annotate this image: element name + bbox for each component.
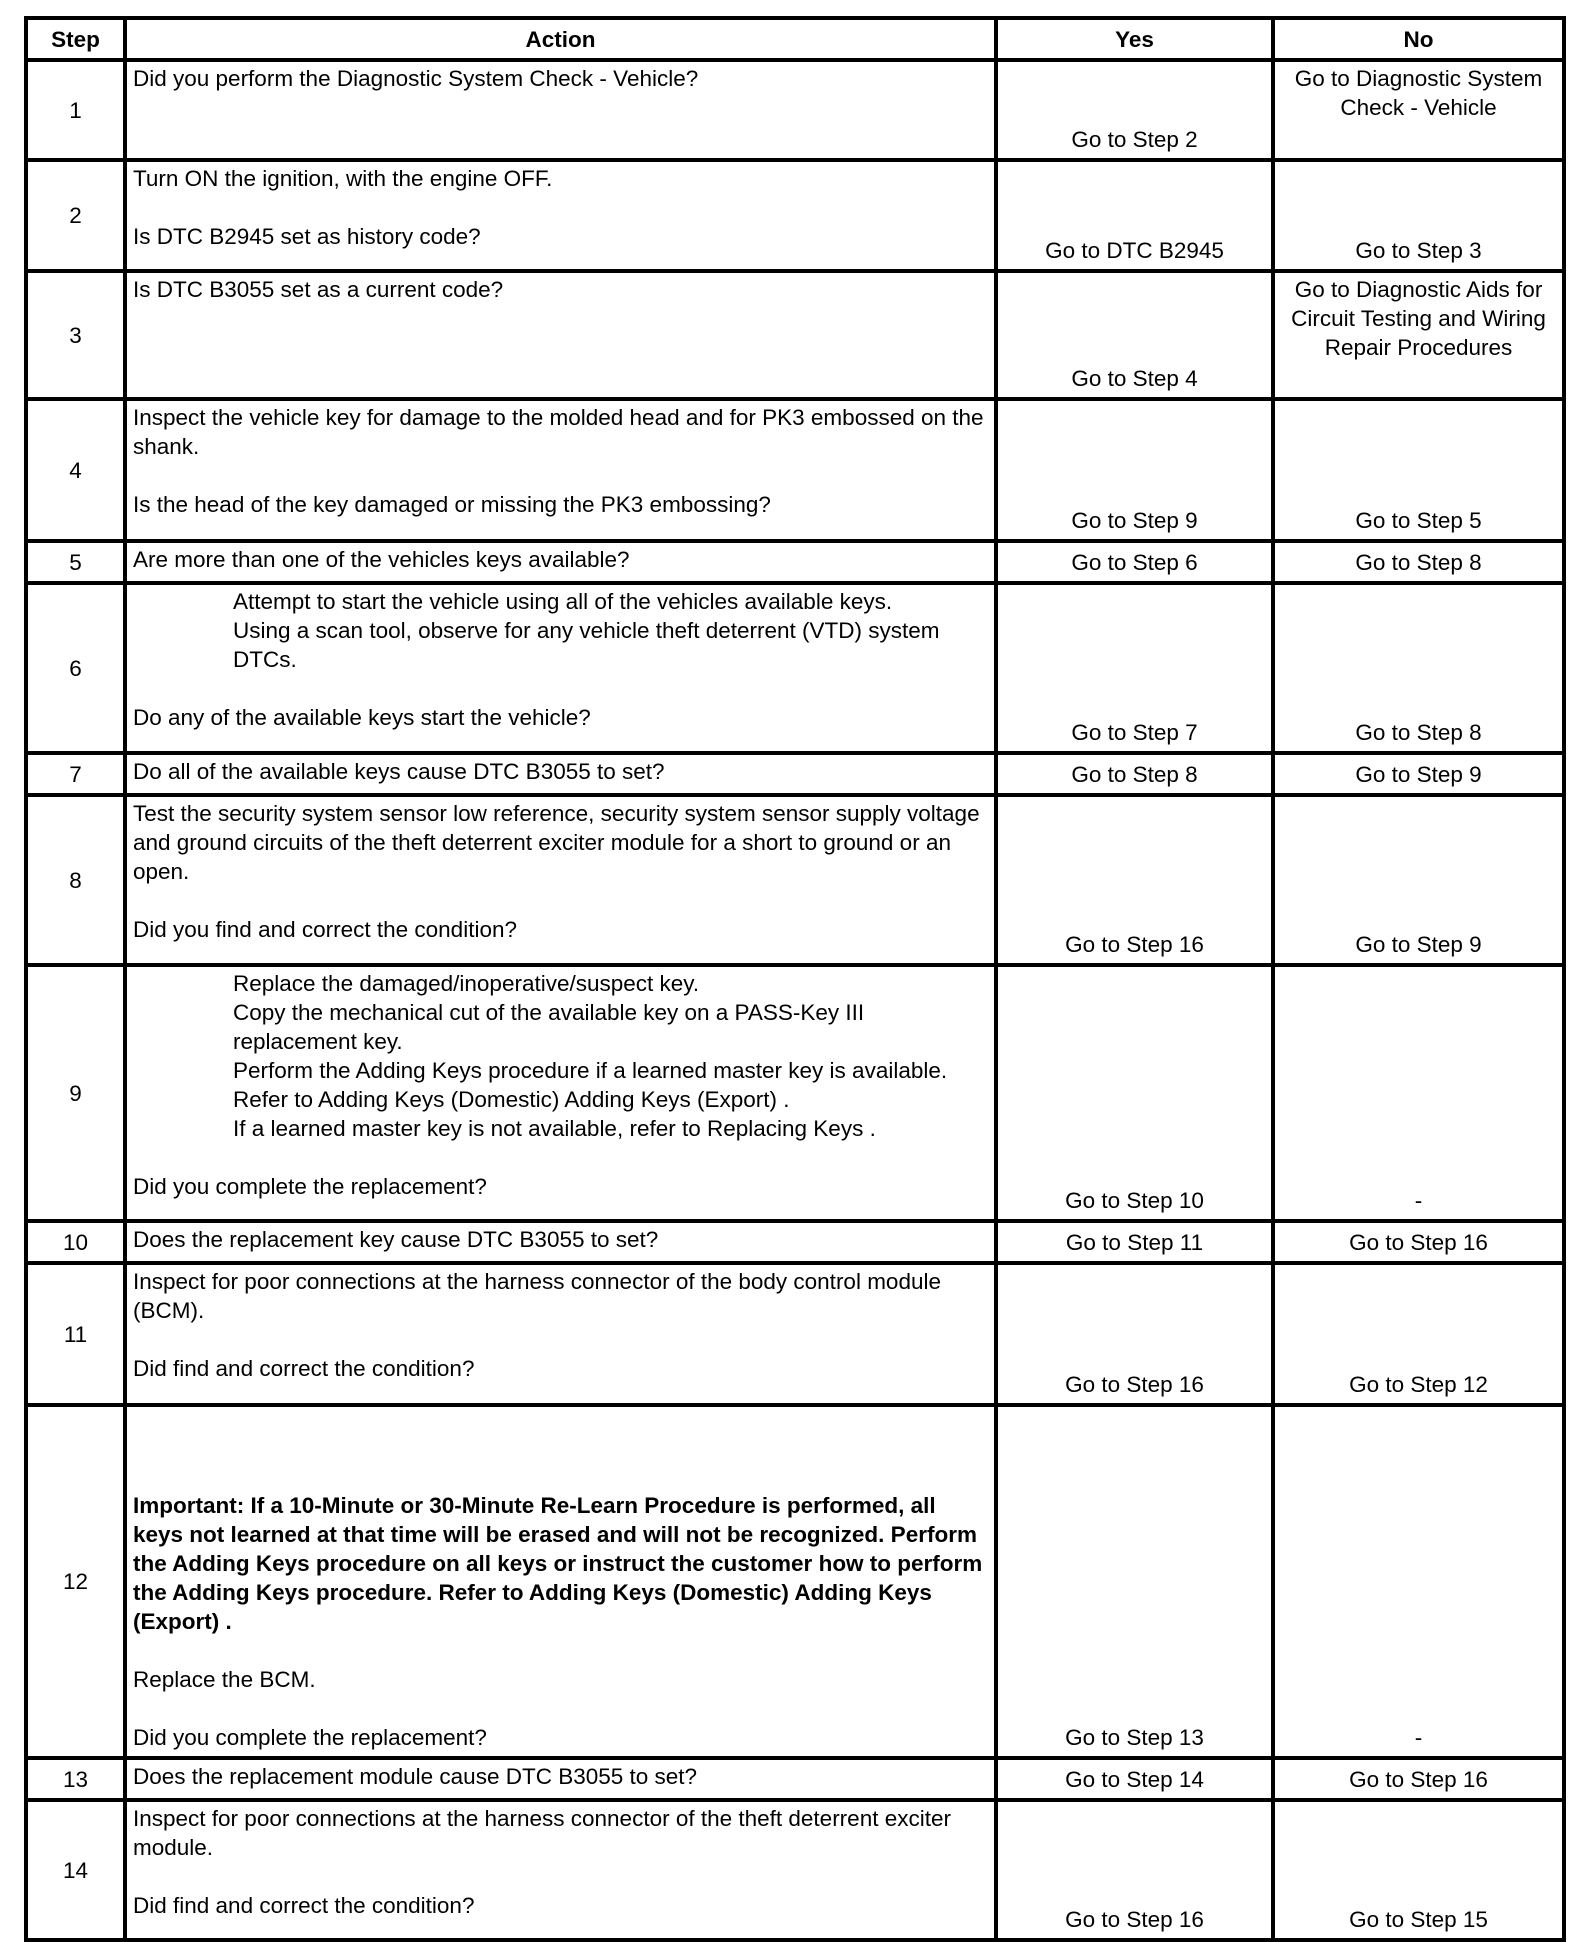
header-action: Action (125, 18, 996, 60)
action-question: Did you complete the replacement? (133, 1174, 487, 1199)
no-cell: Go to Step 12 (1273, 1263, 1564, 1405)
no-cell: Go to Step 8 (1273, 583, 1564, 753)
step-number: 12 (26, 1405, 125, 1758)
table-row (26, 1800, 1564, 1940)
action-list-item: Perform the Adding Keys procedure if a learned master key is available. Refer to Adding Keys (Domestic) Adding Keys (Export) . (233, 1058, 948, 1112)
table-row (26, 541, 1564, 583)
action-text: Replace the BCM. (133, 1667, 316, 1692)
action-cell (125, 1221, 996, 1263)
step-number: 14 (26, 1800, 125, 1940)
yes-cell: Go to Step 4 (996, 271, 1273, 399)
yes-cell: Go to Step 16 (996, 1263, 1273, 1405)
step-number: 4 (26, 399, 125, 541)
no-cell: Go to Diagnostic System Check - Vehicle (1273, 60, 1564, 160)
header-step: Step (26, 18, 125, 60)
action-question: Did find and correct the condition? (133, 1356, 475, 1381)
action-cell (125, 1263, 996, 1405)
no-cell: - (1273, 1405, 1564, 1758)
action-cell (125, 753, 996, 795)
table-row (26, 399, 1564, 541)
no-cell: Go to Diagnostic Aids for Circuit Testing and Wiring Repair Procedures (1273, 271, 1564, 399)
yes-cell: Go to Step 16 (996, 1800, 1273, 1940)
no-cell: Go to Step 15 (1273, 1800, 1564, 1940)
action-text: Inspect for poor connections at the harness connector of the theft deterrent exciter module. (133, 1806, 951, 1860)
action-question: Did find and correct the condition? (133, 1893, 475, 1918)
action-cell (125, 1800, 996, 1940)
action-text: Did you perform the Diagnostic System Check - Vehicle? (133, 66, 699, 91)
yes-cell: Go to Step 14 (996, 1758, 1273, 1800)
table-row (26, 965, 1564, 1221)
action-text: Is DTC B3055 set as a current code? (133, 277, 504, 302)
no-cell: Go to Step 16 (1273, 1758, 1564, 1800)
table-row (26, 160, 1564, 271)
action-text: Are more than one of the vehicles keys available? (133, 547, 630, 572)
action-cell (125, 60, 996, 160)
yes-cell: Go to Step 11 (996, 1221, 1273, 1263)
yes-cell: Go to Step 7 (996, 583, 1273, 753)
step-number: 13 (26, 1758, 125, 1800)
action-text: Does the replacement module cause DTC B3055 to set? (133, 1764, 698, 1789)
action-text: Does the replacement key cause DTC B3055 to set? (133, 1227, 659, 1252)
action-cell (125, 965, 996, 1221)
action-cell (125, 271, 996, 399)
header-yes: Yes (996, 18, 1273, 60)
step-number: 8 (26, 795, 125, 965)
step-number: 11 (26, 1263, 125, 1405)
important-note: Important: If a 10-Minute or 30-Minute Re-Learn Procedure is performed, all keys not learned at that time will be erased and will not be recognized. Perform the Adding Keys procedure on all keys or instruct the customer how to perform the Adding Keys procedure. Refer to Adding Keys (Domestic) Adding Keys (Export) . (133, 1493, 983, 1634)
diagnostic-table (24, 16, 1566, 1942)
table-row (26, 60, 1564, 160)
action-list-item: If a learned master key is not available, refer to Replacing Keys . (233, 1116, 876, 1141)
action-question: Is DTC B2945 set as history code? (133, 224, 481, 249)
yes-cell: Go to Step 10 (996, 965, 1273, 1221)
yes-cell: Go to Step 2 (996, 60, 1273, 160)
action-cell (125, 795, 996, 965)
yes-cell: Go to Step 6 (996, 541, 1273, 583)
action-list-item: Attempt to start the vehicle using all of the vehicles available keys. (233, 589, 893, 614)
table-row (26, 1405, 1564, 1758)
action-text: Inspect the vehicle key for damage to the molded head and for PK3 embossed on the shank. (133, 405, 984, 459)
step-number: 10 (26, 1221, 125, 1263)
action-cell (125, 399, 996, 541)
table-row (26, 753, 1564, 795)
table-row (26, 583, 1564, 753)
step-number: 3 (26, 271, 125, 399)
step-number: 7 (26, 753, 125, 795)
yes-cell: Go to Step 13 (996, 1405, 1273, 1758)
yes-cell: Go to Step 16 (996, 795, 1273, 965)
action-cell (125, 1758, 996, 1800)
step-number: 6 (26, 583, 125, 753)
action-list-item: Replace the damaged/inoperative/suspect key. (233, 971, 700, 996)
action-text: Do all of the available keys cause DTC B3055 to set? (133, 759, 665, 784)
step-number: 9 (26, 965, 125, 1221)
action-question: Do any of the available keys start the vehicle? (133, 705, 591, 730)
no-cell: Go to Step 8 (1273, 541, 1564, 583)
table-row (26, 1758, 1564, 1800)
table-row (26, 795, 1564, 965)
action-cell (125, 583, 996, 753)
no-cell: Go to Step 9 (1273, 753, 1564, 795)
no-cell: Go to Step 3 (1273, 160, 1564, 271)
yes-cell: Go to Step 9 (996, 399, 1273, 541)
action-text: Inspect for poor connections at the harness connector of the body control module (BCM). (133, 1269, 941, 1323)
no-cell: Go to Step 9 (1273, 795, 1564, 965)
no-cell: - (1273, 965, 1564, 1221)
action-text: Turn ON the ignition, with the engine OFF. (133, 166, 553, 191)
action-cell (125, 160, 996, 271)
step-number: 2 (26, 160, 125, 271)
action-question: Did you find and correct the condition? (133, 917, 517, 942)
action-text: Test the security system sensor low reference, security system sensor supply voltage and ground circuits of the theft deterrent exciter module for a short to ground or an open. (133, 801, 980, 884)
yes-cell: Go to Step 8 (996, 753, 1273, 795)
header-row (26, 18, 1564, 60)
step-number: 5 (26, 541, 125, 583)
table-row (26, 271, 1564, 399)
no-cell: Go to Step 16 (1273, 1221, 1564, 1263)
header-no: No (1273, 18, 1564, 60)
action-cell (125, 1405, 996, 1758)
action-question: Did you complete the replacement? (133, 1725, 487, 1750)
action-list-item: Using a scan tool, observe for any vehicle theft deterrent (VTD) system DTCs. (233, 618, 940, 672)
action-list-item: Copy the mechanical cut of the available key on a PASS-Key III replacement key. (233, 1000, 865, 1054)
no-cell: Go to Step 5 (1273, 399, 1564, 541)
yes-cell: Go to DTC B2945 (996, 160, 1273, 271)
step-number: 1 (26, 60, 125, 160)
table-row (26, 1263, 1564, 1405)
action-question: Is the head of the key damaged or missing the PK3 embossing? (133, 492, 771, 517)
table-row (26, 1221, 1564, 1263)
action-cell (125, 541, 996, 583)
